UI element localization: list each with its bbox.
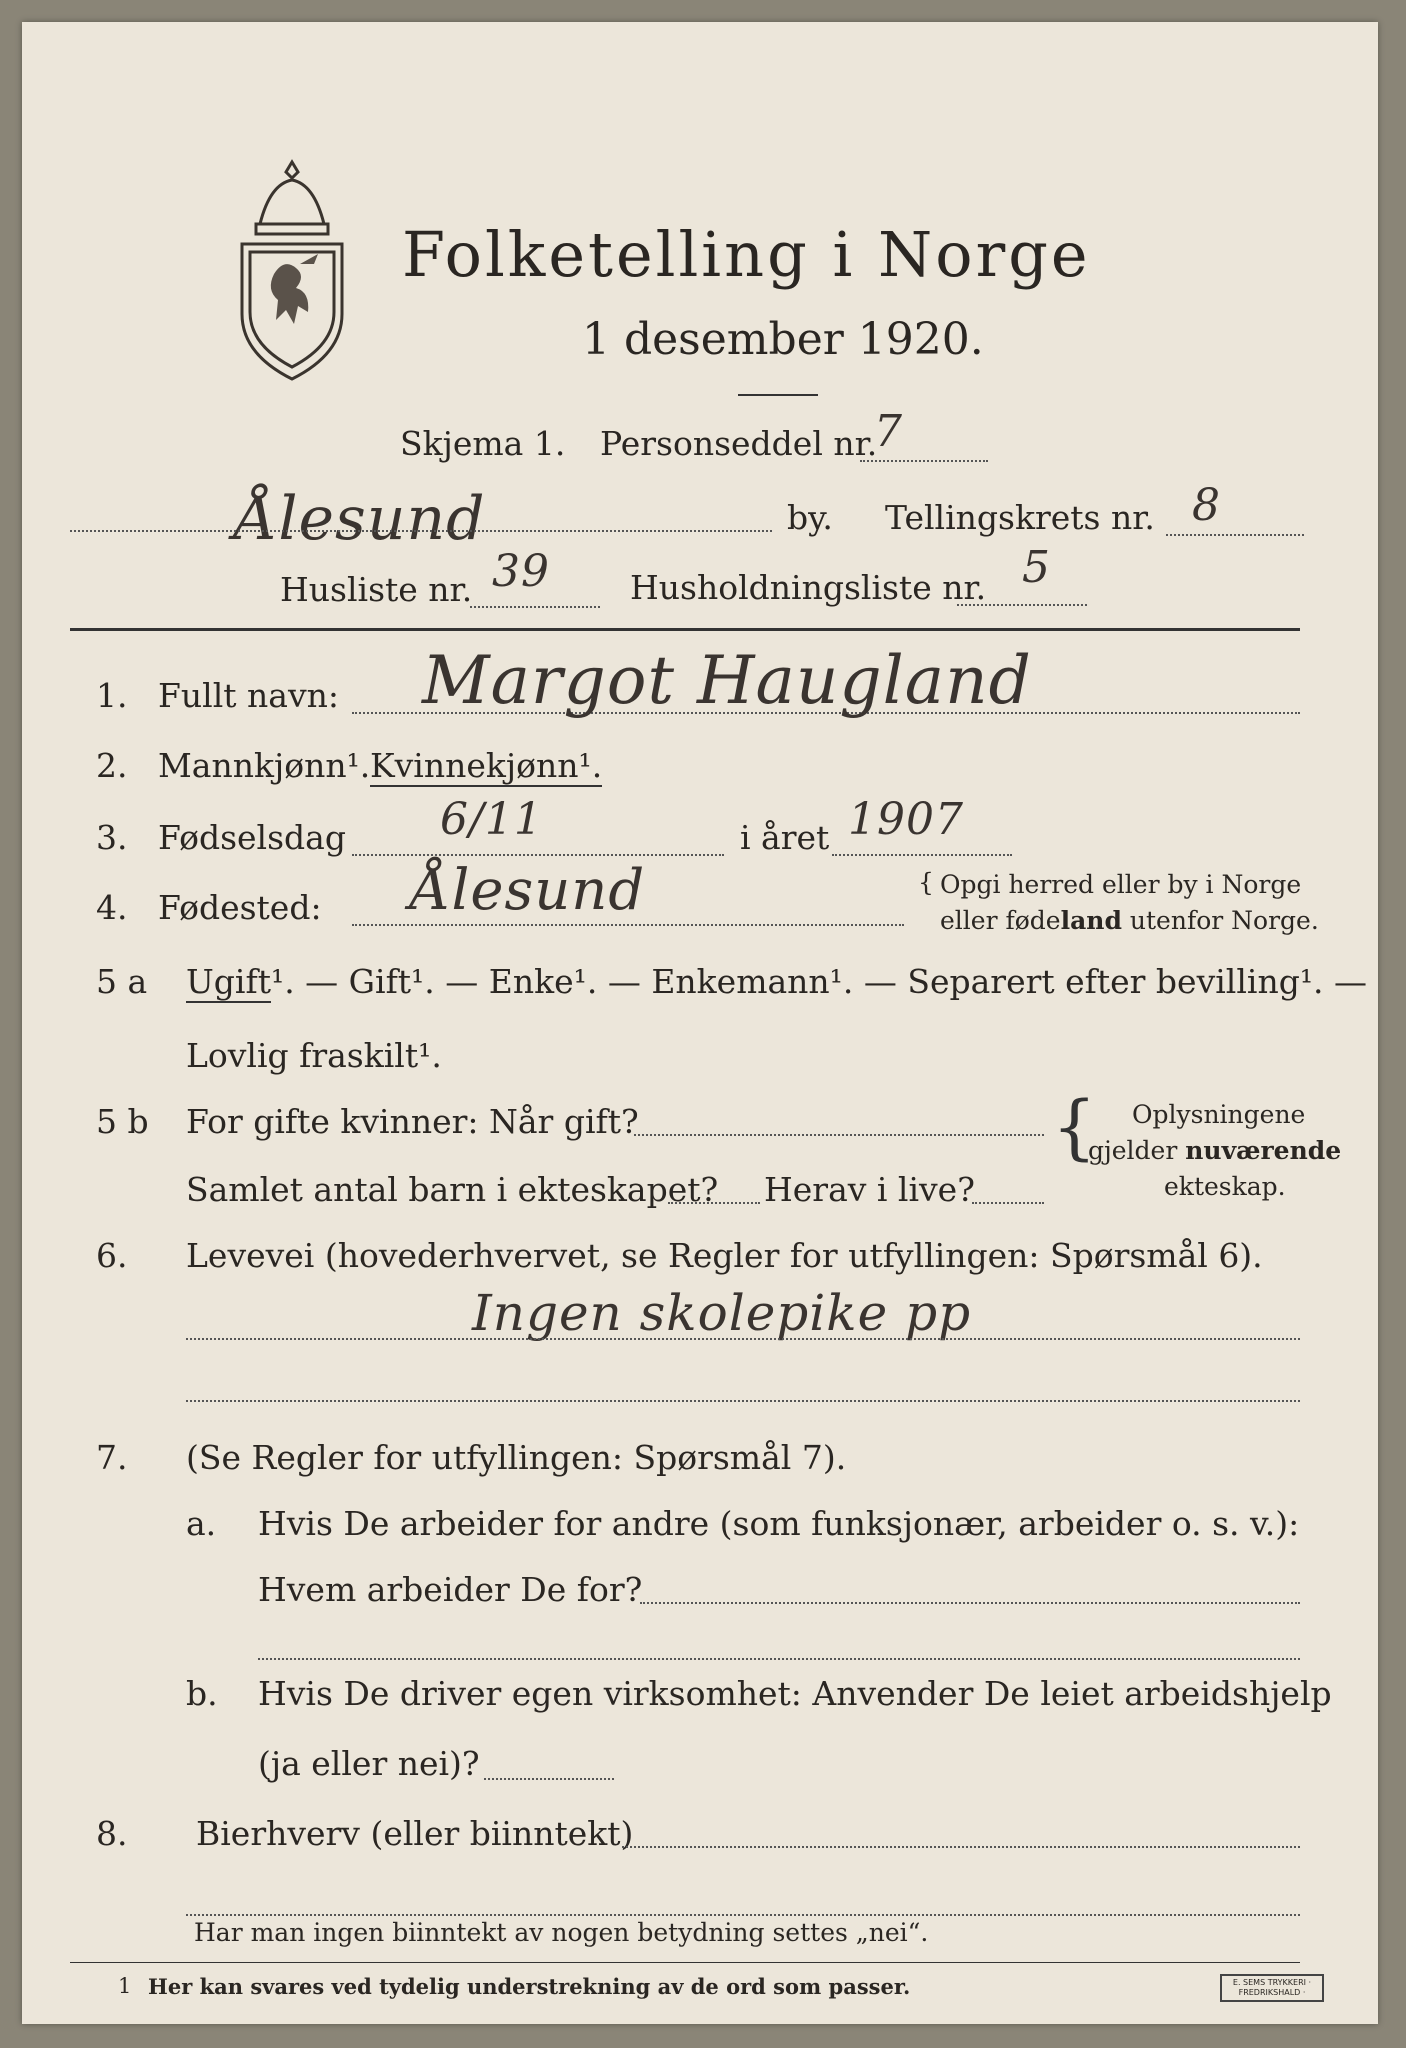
birthdate-value[interactable]: 6/11 [440, 794, 543, 845]
marital-ugift-option[interactable]: Ugift [186, 962, 271, 1001]
birthplace-value[interactable]: Ålesund [410, 858, 646, 923]
footnote-text: Her kan svares ved tydelig understrekning av de ord som passer. [148, 1974, 911, 1999]
q5a-number: 5 a [96, 962, 148, 1001]
q4-label: Fødested: [158, 888, 322, 927]
header-rule [70, 628, 1300, 631]
q5b-label: For gifte kvinner: Når gift? [186, 1102, 639, 1141]
q7a-text: Hvis De arbeider for andre (som funksjonær, arbeider o. s. v.): [258, 1504, 1300, 1543]
norwegian-coat-of-arms-icon [230, 154, 354, 384]
q5b-brace: { [1052, 1086, 1097, 1168]
q7-label: (Se Regler for utfyllingen: Spørsmål 7). [186, 1438, 847, 1477]
skjema-label: Skjema 1. [400, 424, 566, 463]
q8-number: 8. [96, 1814, 128, 1853]
q8-label: Bierhverv (eller biinntekt) [196, 1814, 634, 1853]
q7b-number: b. [186, 1674, 218, 1713]
q4-number: 4. [96, 888, 128, 927]
q1-number: 1. [96, 676, 128, 715]
footnote-number: 1 [118, 1974, 132, 1998]
q6-label: Levevei (hovederhvervet, se Regler for utfyllingen: Spørsmål 6). [186, 1236, 1263, 1275]
tellingskrets-value[interactable]: 8 [1192, 480, 1221, 531]
printer-stamp: E. SEMS TRYKKERI · FREDRIKSHALD · [1220, 1974, 1324, 2002]
gender-male-option[interactable]: Mannkjønn¹. [158, 746, 371, 785]
q6-number: 6. [96, 1236, 128, 1275]
marital-fraskilt-option[interactable]: Lovlig fraskilt¹. [186, 1036, 442, 1075]
census-form [22, 22, 1378, 2024]
q7-number: 7. [96, 1438, 128, 1477]
q3-label: Fødselsdag [158, 818, 346, 857]
q4-note-line2: eller fødeland utenfor Norge. [940, 906, 1319, 935]
marital-status-options: Ugift¹. — Gift¹. — Enke¹. — Enkemann¹. — Separert efter bevilling¹. — [186, 962, 1368, 1001]
q7b-question: (ja eller nei)? [258, 1744, 480, 1783]
q1-label: Fullt navn: [158, 676, 339, 715]
q4-note-line1: Opgi herred eller by i Norge [940, 870, 1302, 899]
husliste-value[interactable]: 39 [492, 546, 550, 597]
q5b-children-label: Samlet antal barn i ekteskapet? [186, 1170, 719, 1209]
q3-number: 3. [96, 818, 128, 857]
q5b-note-line1: Oplysningene [1132, 1100, 1306, 1129]
q2-number: 2. [96, 746, 128, 785]
year-label: i året [740, 818, 830, 857]
q7b-text: Hvis De driver egen virksomhet: Anvender De leiet arbeidshjelp [258, 1674, 1332, 1713]
q7a-question: Hvem arbeider De for? [258, 1570, 643, 1609]
husholdning-label: Husholdningsliste nr. [630, 568, 987, 607]
q4-note-brace: { [918, 868, 934, 897]
q5b-alive-label: Herav i live? [764, 1170, 975, 1209]
q5b-note-line2: gjelder nuværende [1088, 1136, 1342, 1165]
q7a-number: a. [186, 1504, 217, 1543]
footer-rule [70, 1962, 1300, 1963]
city-value[interactable]: Ålesund [234, 484, 486, 554]
birth-year-value[interactable]: 1907 [848, 794, 964, 845]
biinntekt-note: Har man ingen biinntekt av nogen betydning settes „nei“. [194, 1918, 929, 1947]
husliste-label: Husliste nr. [280, 570, 473, 609]
husholdning-value[interactable]: 5 [1022, 542, 1051, 593]
census-date: 1 desember 1920. [582, 314, 984, 365]
personseddel-label: Personseddel nr. [600, 424, 878, 463]
personseddel-value[interactable]: 7 [874, 406, 903, 457]
occupation-value[interactable]: Ingen skolepike pp [472, 1284, 972, 1342]
form-title: Folketelling i Norge [402, 218, 1091, 291]
q5b-number: 5 b [96, 1102, 149, 1141]
tellingskrets-label: Tellingskrets nr. [885, 498, 1155, 537]
title-divider [738, 394, 818, 396]
full-name-value[interactable]: Margot Haugland [422, 642, 1032, 719]
q5b-note-line3: ekteskap. [1164, 1172, 1286, 1201]
by-label: by. [787, 498, 833, 537]
gender-female-option[interactable]: Kvinnekjønn¹. [370, 746, 603, 785]
